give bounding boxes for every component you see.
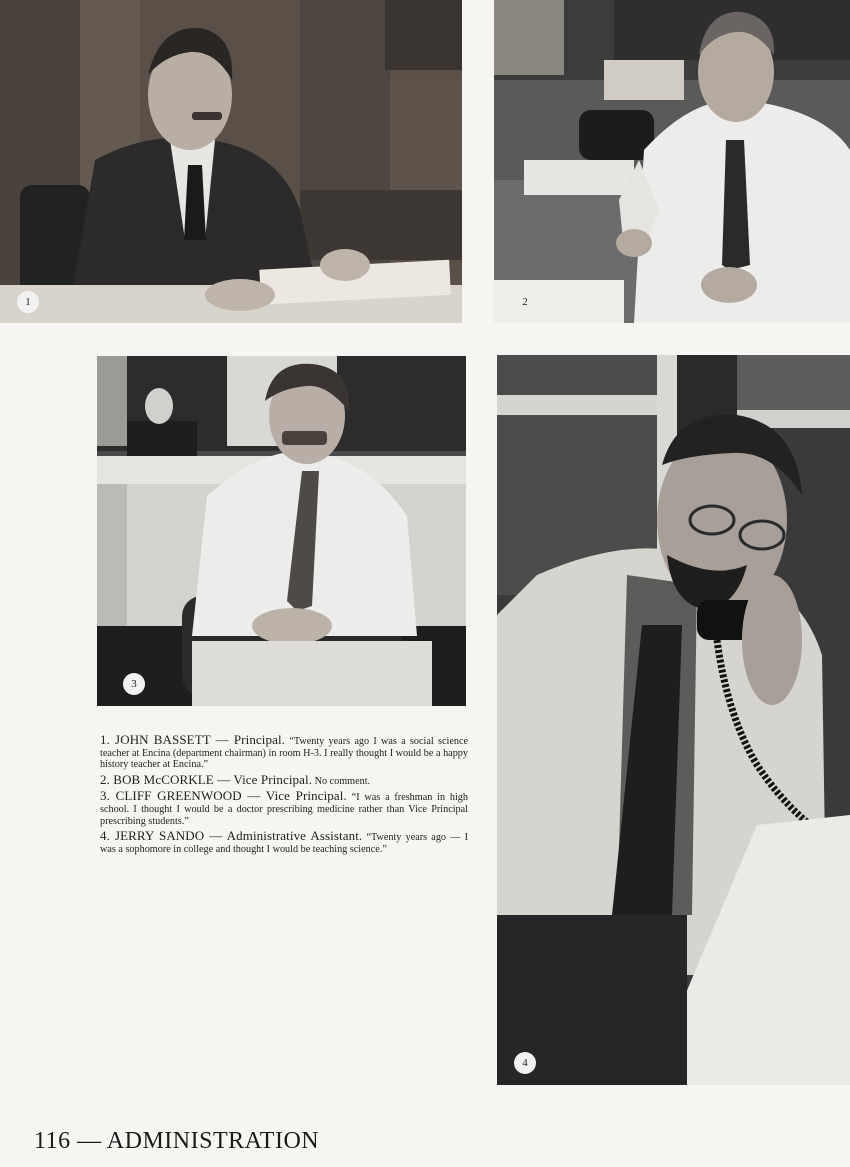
page-folio: 116 — ADMINISTRATION: [34, 1128, 320, 1154]
photo-2: [494, 0, 850, 323]
photo-number-badge: 3: [123, 673, 145, 695]
caption-lead: 1. JOHN BASSETT — Principal.: [100, 732, 286, 747]
photo-1-image: [0, 0, 462, 323]
caption-lead: 2. BOB McCORKLE — Vice Principal.: [100, 771, 313, 787]
photo-3: [97, 356, 466, 706]
photo-4: [497, 355, 850, 1085]
photo-number-badge: 2: [522, 296, 528, 308]
caption-item: [100, 830, 468, 855]
caption-item: [100, 734, 468, 771]
caption-quote: “I was a freshman in high school. I thought I would be a doctor prescribing medicine rather than Vice Principal prescribing students.”: [100, 792, 468, 827]
photo-2-image: [494, 0, 850, 323]
caption-lead: 4. JERRY SANDO — Administrative Assistant.: [100, 828, 363, 844]
photo-number-badge: 4: [514, 1052, 536, 1074]
caption-quote: “Twenty years ago — I was a sophomore in college and thought I would be teaching science.”: [100, 832, 468, 855]
caption-quote: No comment.: [314, 775, 371, 787]
caption-lead: 3. CLIFF GREENWOOD — Vice Principal.: [100, 788, 347, 804]
caption-quote: “Twenty years ago I was a social science teacher at Encina (department chairman) in room H-3. I really thought I would be a happy history teacher at Encina.”: [100, 736, 468, 771]
photo-1: [0, 0, 462, 323]
caption-item: [100, 771, 468, 788]
photo-number-badge: 1: [17, 291, 39, 313]
photo-4-image: [497, 355, 850, 1085]
photo-3-image: [97, 356, 466, 706]
caption-item: [100, 790, 468, 827]
caption-block: [100, 734, 468, 858]
